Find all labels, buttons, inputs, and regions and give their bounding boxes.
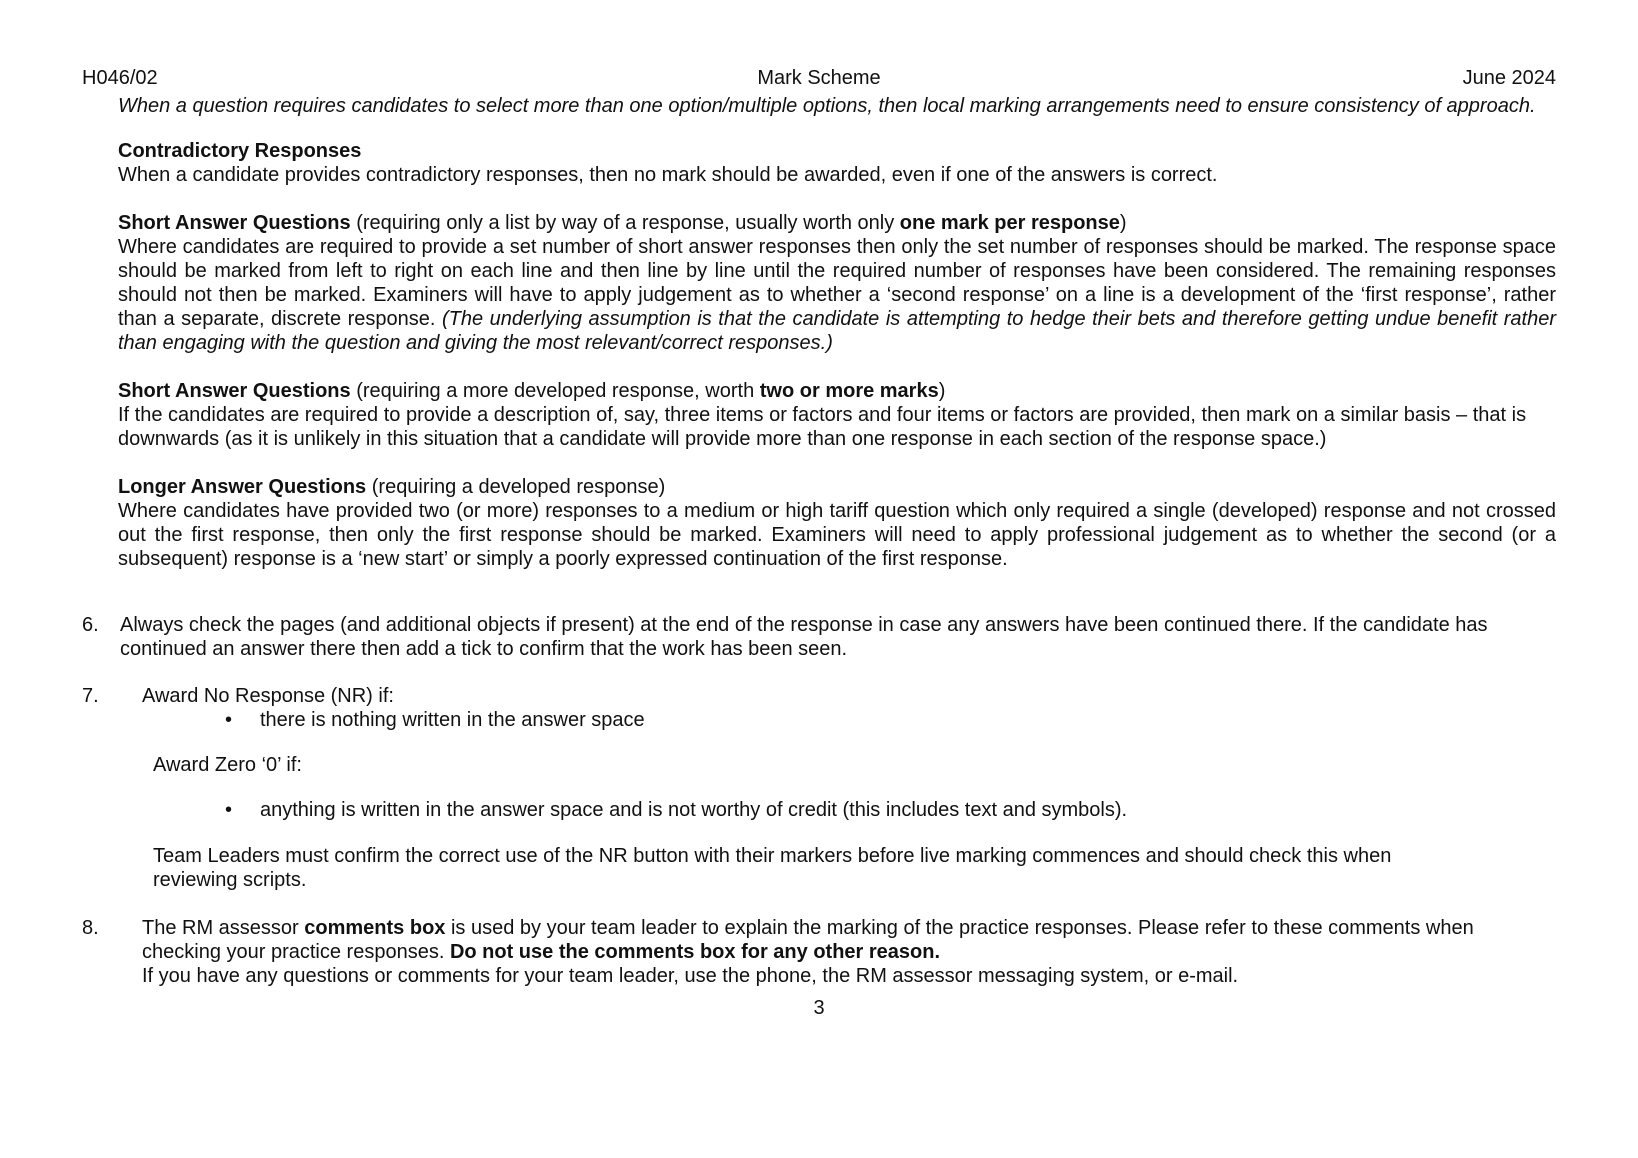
doc-date: June 2024 [1462, 67, 1556, 89]
list-item-8 [82, 916, 1556, 988]
saq-developed-heading-bold: Short Answer Questions [118, 380, 351, 402]
team-leaders-note: Team Leaders must confirm the correct use of the NR button with their markers before live marking commences and should check this when reviewing scripts. [153, 845, 1392, 891]
item-8-run2: is used by your team leader to explain the marking of the practice responses. Please refer to these comments when checking your practice responses. [142, 917, 1474, 963]
bullet-icon: • [225, 709, 233, 731]
list-item-6 [82, 613, 1556, 661]
saq-developed-heading-mid: (requiring a more developed response, worth [350, 380, 760, 402]
item-6-number: 6. [82, 614, 99, 636]
item-7-bullet-1-text: there is nothing written in the answer space [260, 709, 645, 731]
saq-developed-heading-close: ) [938, 380, 946, 402]
bullet-icon: • [225, 799, 233, 821]
saq-list-heading-bold: Short Answer Questions [118, 212, 351, 234]
saq-list-body-italic: (The underlying assumption is that the candidate is attempting to hedge their bets and therefore getting undue benefit rather than engaging with the question and giving the most relevant/correct responses.) [118, 308, 1556, 354]
intro-note: When a question requires candidates to select more than one option/multiple options, then local marking arrangements need to ensure consistency of approach. [118, 95, 1536, 117]
page-number: 3 [813, 997, 825, 1019]
item-8-run1: The RM assessor [142, 917, 305, 939]
saq-list-body-main: Where candidates are required to provide a set number of short answer responses then only the set number of responses should be marked. The response space should be marked from left to right on each line and then line by line until the required number of responses have been considered. The remaining responses should not then be marked. Examiners will have to apply judgement as to whether a ‘second response’ on a line is a development of the ‘first response’, rather than a separate, discrete response. [118, 236, 1556, 330]
item-7-number: 7. [82, 685, 99, 707]
item-8-bold1: comments box [304, 917, 446, 939]
saq-list-heading-bold2: one mark per response [899, 212, 1120, 234]
list-item-7 [82, 684, 1556, 708]
saq-list-heading-mid: (requiring only a list by way of a response, usually worth only [350, 212, 900, 234]
item-7-bullet-1 [225, 708, 1556, 732]
longer-body: Where candidates have provided two (or more) responses to a medium or high tariff question which only required a single (developed) response and not crossed out the first response, then only the first response should be marked. Examiners will need to apply professional judgement as to whether the second (or a subsequent) response is a ‘new start’ or simply a poorly expressed continuation of the first response. [118, 500, 1556, 570]
contradictory-body: When a candidate provides contradictory responses, then no mark should be awarded, even if one of the answers is correct. [118, 164, 1218, 186]
saq-list-heading [118, 211, 1556, 235]
item-7-bullet-2 [225, 798, 1556, 822]
item-8-number: 8. [82, 917, 99, 939]
saq-developed-heading [118, 379, 1556, 403]
item-8-para [142, 916, 1556, 964]
item-8-text [142, 916, 1556, 988]
saq-list-heading-close: ) [1119, 212, 1127, 234]
longer-heading-bold: Longer Answer Questions [118, 476, 367, 498]
item-7-intro: Award No Response (NR) if: [142, 685, 394, 707]
item-6-text: Always check the pages (and additional objects if present) at the end of the response in case any answers have been continued there. If the candidate has continued an answer there then add a tick to confirm that the work has been seen. [120, 614, 1488, 660]
longer-heading-rest: (requiring a developed response) [366, 476, 666, 498]
longer-heading [118, 475, 1556, 499]
page-header [82, 66, 1556, 90]
saq-list-body [118, 235, 1556, 355]
saq-developed-heading-bold2: two or more marks [759, 380, 939, 402]
item-8-bold2: Do not use the comments box for any other reason. [449, 941, 941, 963]
contradictory-heading: Contradictory Responses [118, 140, 362, 162]
doc-code: H046/02 [82, 67, 158, 89]
item-7-bullet-2-text: anything is written in the answer space and is not worthy of credit (this includes text and symbols). [260, 799, 1128, 821]
award-zero-label: Award Zero ‘0’ if: [153, 754, 302, 776]
doc-title: Mark Scheme [757, 67, 881, 89]
saq-developed-body: If the candidates are required to provide a description of, say, three items or factors and four items or factors are provided, then mark on a similar basis – that is downwards (as it is unlikely in this situation that a candidate will provide more than one response in each section of the response space.) [118, 404, 1527, 450]
item-8-line2: If you have any questions or comments for your team leader, use the phone, the RM assessor messaging system, or e-mail. [142, 965, 1239, 987]
